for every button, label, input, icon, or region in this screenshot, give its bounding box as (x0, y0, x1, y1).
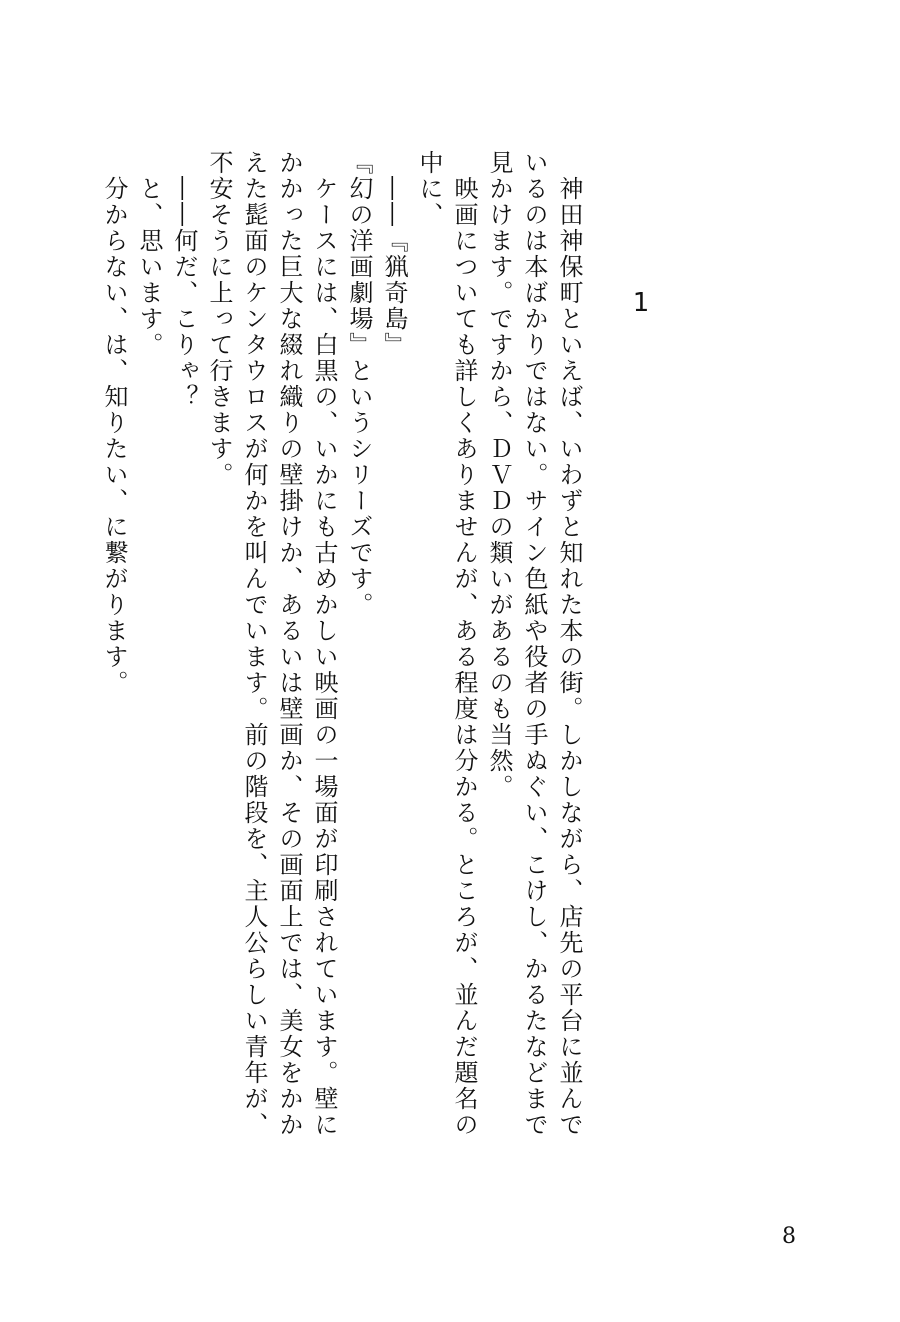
chapter-number: 1 (632, 288, 650, 318)
paragraph: 神田神保町といえば、いわずと知れた本の街。しかしながら、店先の平台に並んでいるのは本ばかりではない。サイン色紙や役者の手ぬぐい、こけし、かるたなどまで見かけます。ですから、ＤＶＤの類いがあるのも当然。 (485, 150, 583, 1138)
page-number: 8 (782, 1224, 796, 1249)
paragraph: 『幻の洋画劇場』というシリーズです。 (345, 150, 373, 618)
body-text (100, 150, 586, 1140)
paragraph: と、思います。 (135, 150, 163, 358)
paragraph: 分からない、は、知りたい、に繋がります。 (100, 150, 128, 696)
paragraph: ――『猟奇島』 (380, 150, 408, 358)
paragraph: ケースには、白黒の、いかにも古めかしい映画の一場面が印刷されています。壁にかかった巨大な綴れ織りの壁掛けか、あるいは壁画か、その画面上では、美女をかかえた髭面のケンタウロスが何かを叫んでいます。前の階段を、主人公らしい青年が、不安そうに上って行きます。 (205, 150, 338, 1138)
paragraph: ――何だ、こりゃ？ (170, 150, 198, 410)
paragraph: 映画についても詳しくありませんが、ある程度は分かる。ところが、並んだ題名の中に、 (415, 150, 478, 1138)
